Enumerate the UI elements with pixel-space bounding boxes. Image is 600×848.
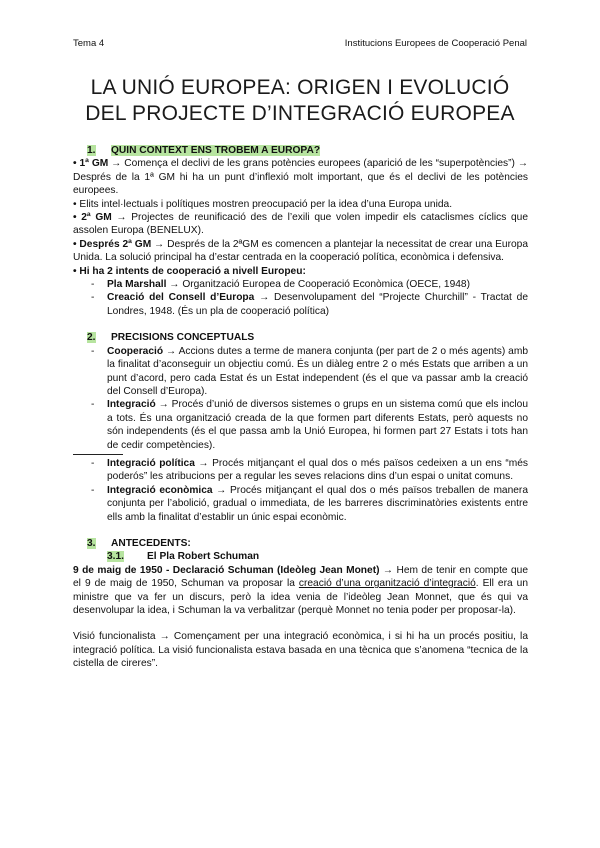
document-title: [0, 75, 600, 127]
s1-paragraph-5: • Hi ha 2 intents de cooperació a nivell Europeu:: [73, 265, 306, 277]
s2-list-2: [73, 457, 528, 524]
list-item: - Pla Marshall → Organització Europea de Cooperació Econòmica (OECE, 1948): [91, 279, 470, 291]
header-left: Tema 4: [73, 38, 105, 49]
section-1-heading: [73, 144, 528, 157]
s3-paragraph-1: 9 de maig de 1950 - Declaració Schuman (Ideòleg Jean Monet) → Hem de tenir en compte que el 9 de maig de 1950, Schuman va proposar la creació d’una organització d’integració. Ell era un ministre que va fer un discurs, però la idea venia de l’ideòleg Jean Monnet, que és qui va desenvolupar la idea, i Schuman la va verbalitzar (perquè Monnet no tenia poder per proposar-la).: [73, 564, 528, 616]
section-3-title: ANTECEDENTS:: [111, 537, 191, 549]
title-line-1: LA UNIÓ EUROPEA: ORIGEN I EVOLUCIÓ: [90, 76, 510, 99]
section-1-title: QUIN CONTEXT ENS TROBEM A EUROPA?: [111, 145, 321, 156]
list-item: - Cooperació → Accions dutes a terme de manera conjunta (per part de 2 o més agents) amb la finalitat d’aconseguir un objectiu comú. És un diàleg entre 2 o més Estats que arriben a un punt d’acord, pero cada Estat és un Estat independent (és el que va passar amb la creació del Consell d’Europa).: [91, 345, 528, 397]
section-3-heading: [73, 537, 528, 550]
section-2-number: 2.: [87, 332, 96, 344]
header-right: Institucions Europees de Cooperació Penal: [344, 38, 527, 49]
subsection-3-1-number: 3.1.: [107, 551, 124, 563]
s2-list-1: [73, 345, 528, 452]
subsection-3-1-heading: [73, 550, 528, 563]
page-header: [73, 38, 527, 49]
divider: [73, 454, 123, 455]
s1-paragraph-2: • Elits intel·lectuals i polítiques mostren preocupació per la idea d’una Europa unida.: [73, 198, 453, 210]
document-body: [73, 144, 528, 671]
section-2-title: PRECISIONS CONCEPTUALS: [111, 332, 255, 344]
subsection-3-1-title: El Pla Robert Schuman: [147, 551, 260, 563]
section-2-heading: [73, 331, 528, 344]
s1-paragraph-1: • 1ª GM → Comença el declivi de les grans potències europees (aparició de les “superpotències”) → Després de la 1ª GM hi ha un punt d’inflexió molt important, que és el declivi de les potències europees.: [73, 158, 529, 197]
s3-paragraph-2: Visió funcionalista → Començament per una integració econòmica, i si hi ha un procés positiu, la integració política. La visió funcionalista estava basada en una tècnica que s’anomena “tecnica de la cistella de cireres”.: [73, 631, 528, 670]
s1-paragraph-4: • Després 2ª GM → Després de la 2ªGM es comencen a plantejar la necessitat de crear una Europa Unida. La solució principal ha d’estar centrada en la cooperació política, econòmica i defensiva.: [73, 238, 528, 264]
list-item: - Integració econòmica → Procés mitjançant el qual dos o més països treballen de manera conjunta per l’abolició, gradual o immediata, de les barreres discriminatòries existents entre ells amb la finalitat d’establir un únic espai econòmic.: [91, 484, 528, 523]
section-3-number: 3.: [87, 537, 96, 549]
list-item: - Integració → Procés d’unió de diversos sistemes o grups en un sistema comú que els inclou a tots. És una organització creada de la que formen part diferents Estats, però aquests no són independents (és el que passa amb la Unió Europea, hi formen part 27 Estats i tots han de cedir competències).: [91, 399, 528, 451]
section-1-number: 1.: [87, 145, 96, 156]
s1-list: [73, 278, 528, 318]
list-item: - Integració política → Procés mitjançant el qual dos o més països cedeixen a un ens “més poderós” les atribucions per a regular les seves relacions dins d’un espai o unitat comuns.: [91, 457, 528, 483]
title-line-2: DEL PROJECTE D’INTEGRACIÓ EUROPEA: [85, 102, 515, 125]
list-item: - Creació del Consell d’Europa → Desenvolupament del “Projecte Churchill” - Tractat de Londres, 1948. (És un pla de cooperació política): [91, 292, 528, 317]
s1-paragraph-3: • 2ª GM → Projectes de reunificació des de l’exili que volen impedir els cataclismes cíclics que assolen Europa (BENELUX).: [73, 212, 528, 237]
